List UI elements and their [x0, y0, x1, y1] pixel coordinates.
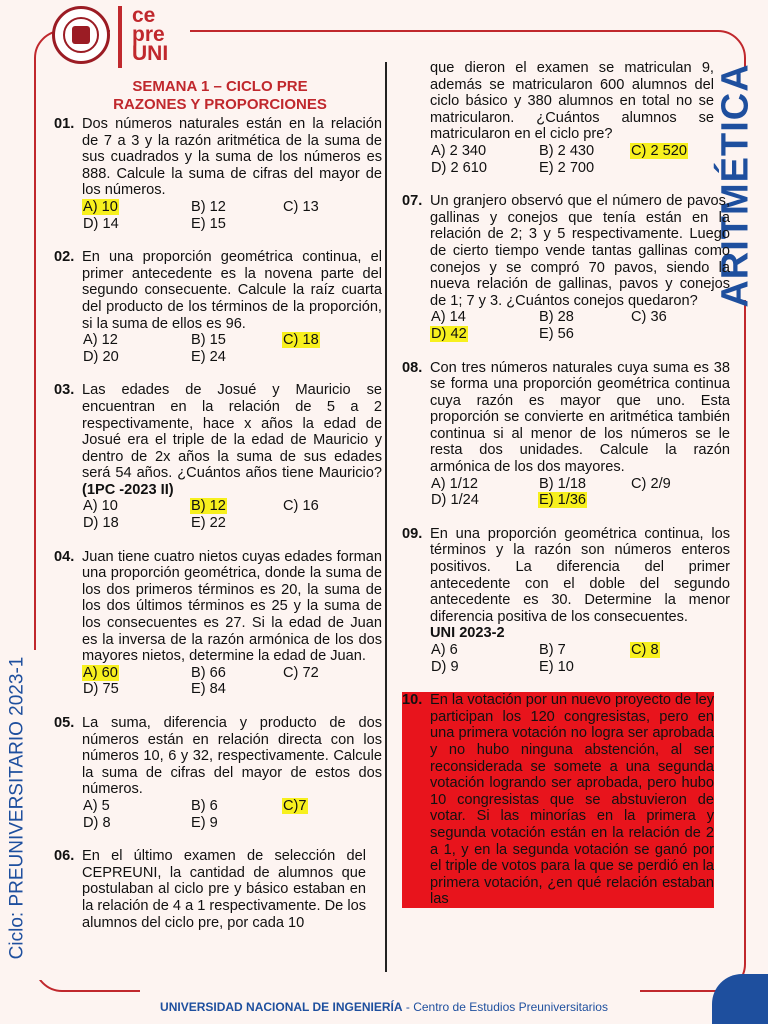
options-09: A) 6 B) 7 C) 8 D) 9 E) 10	[431, 642, 659, 675]
logo-divider	[118, 6, 122, 68]
page-title: SEMANA 1 – CICLO PRE RAZONES Y PROPORCIONES	[113, 78, 327, 113]
question-03: 03. Las edades de Josué y Mauricio se encuentran en la relación de 5 a 2 respectivamente, hace x años la edad de Josué era el triple de la edad de Mauricio y dentro de 2x años la suma de sus edades será 54 años. ¿Cuántos años tiene Mauricio? (1PC -2023 II) A) 10 B) 12 C) 16 D) 18 E) 22	[54, 382, 382, 532]
options-04: A) 60 B) 66 C) 72 D) 75 E) 84	[83, 664, 319, 698]
right-column	[402, 60, 730, 925]
cycle-side-label: Ciclo: PREUNIVERSITARIO 2023-1	[6, 656, 27, 960]
options-06: A) 2 340 B) 2 430 C) 2 520 D) 2 610 E) 2 700	[431, 142, 687, 176]
question-09: 09. En una proporción geométrica continua, los términos y la razón son números enteros positivos. La diferencia del primer antecedente con el doble del segundo antecedente es 30. Determine la menor diferencia positiva de los consecuentes. UNI 2023-2 A) 6 B) 7 C) 8 D) 9 E) 10	[402, 525, 730, 675]
question-07: 07. Un granjero observó que el número de pavos, gallinas y conejos que tenía están en la relación de 2; 3 y 5 respectivamente. Luego de cierto tiempo vende tantas gallinas como conejos y se compró 70 pavos, siendo la nueva relación de gallinas, pavos y conejos de 1; 7 y 3. ¿Cuántos conejos quedaron? A) 14 B) 28 C) 36 D) 42 E) 56	[402, 193, 730, 342]
corner-decoration	[712, 974, 768, 1024]
question-08: 08. Con tres números naturales cuya suma es 38 se forma una proporción geométrica continua cuya razón es mayor que uno. Esta proporción se convierte en aritmética también continua si al menor de los números se le resta dos unidades. Calcule la razón armónica de los dos mayores. A) 1/12 B) 1/18 C) 2/9 D) 1/24 E) 1/36	[402, 359, 730, 509]
question-10: 10. En la votación por un nuevo proyecto de ley participan los 120 congresistas, pero en una primera votación no logra ser aprobada y no hubo ninguna abstención, al ser reconsiderada se somete a una segunda votación logrando ser aprobada, pero hubo 10 congresistas que se abstuvieron de votar. Si las minorías en la primera y segunda votación están en la relación de 2 a 1, y en la segunda votación se ganó por el triple de votos para la que se perdió en la primera votación, ¿en qué relación estaban las	[402, 692, 714, 908]
question-05: 05. La suma, diferencia y producto de dos números están en relación directa con los números 10, 6 y 32, respectivamente. Calcule la suma de cifras del mayor de estos dos números. A) 5 B) 6 C)7 D) 8 E) 9	[54, 715, 382, 831]
university-seal-logo	[52, 6, 110, 64]
options-07: A) 14 B) 28 C) 36 D) 42 E) 56	[431, 309, 667, 342]
options-02: A) 12 B) 15 C) 18 D) 20 E) 24	[83, 332, 319, 365]
subject-side-title: ARITMÉTICA	[714, 62, 757, 308]
question-04: 04. Juan tiene cuatro nietos cuyas edades forman una proporción geométrica, donde la suma de los dos primeros términos es 20, la suma de los dos últimos términos es 25 y la suma de los consecuentes es 27. Si la edad de Juan es la inversa de la razón armónica de los dos mayores nietos, determine la edad de Juan. A) 60 B) 66 C) 72 D) 75 E) 84	[54, 548, 382, 698]
question-06: 06. En el último examen de selección del CEPREUNI, la cantidad de alumnos que postulaban al ciclo pre y básico estaban en la relación de 4 a 1 respectivamente. De los alumnos del ciclo pre, por cada 10	[54, 848, 366, 931]
left-column	[54, 78, 382, 948]
cepre-uni-logo: ce pre UNI	[132, 4, 169, 65]
options-01: A) 10 B) 12 C) 13 D) 14 E) 15	[83, 198, 319, 232]
question-02: 02. En una proporción geométrica continua, el primer antecedente es la novena parte del segundo consecuente. Calcule la raíz cuarta del producto de los términos de la proporción, si la suma de ellos es 96. A) 12 B) 15 C) 18 D) 20 E) 24	[54, 249, 382, 365]
column-divider	[385, 62, 387, 972]
footer: UNIVERSIDAD NACIONAL DE INGENIERÍA - Centro de Estudios Preuniversitarios	[160, 1000, 608, 1014]
options-08: A) 1/12 B) 1/18 C) 2/9 D) 1/24 E) 1/36	[431, 475, 671, 509]
question-01: 01. Dos números naturales están en la relación de 7 a 3 y la razón aritmética de la suma de sus cuadrados y la suma de los números es 888. Calcule la suma de cifras del mayor de los números. A) 10 B) 12 C) 13 D) 14 E) 15	[54, 116, 382, 232]
options-05: A) 5 B) 6 C)7 D) 8 E) 9	[83, 797, 307, 831]
question-06-continuation: que dieron el examen se matriculan 9, además se matricularon 600 alumnos del ciclo básico y 380 alumnos en total no se matricularon. ¿Cuántos alumnos se matricularon en el ciclo pre?	[430, 60, 714, 143]
options-03: A) 10 B) 12 C) 16 D) 18 E) 22	[83, 498, 319, 532]
